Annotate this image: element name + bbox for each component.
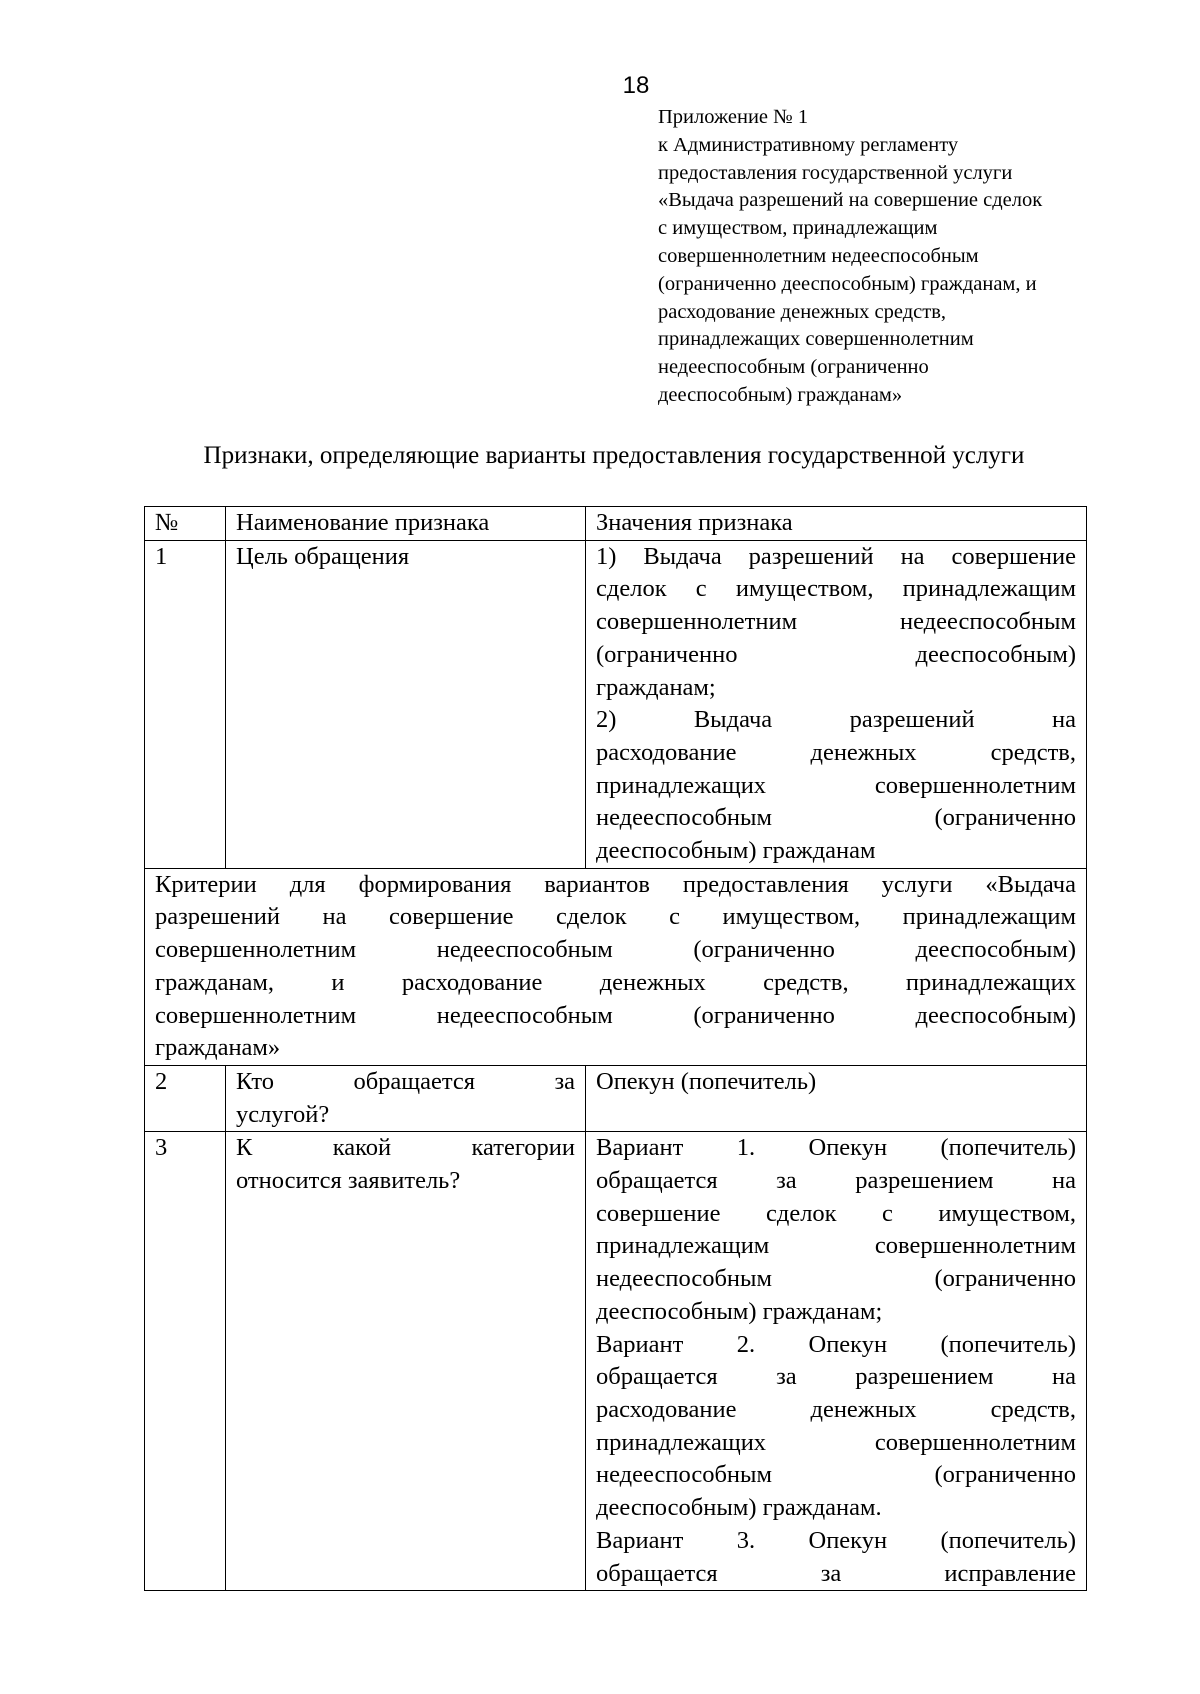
table-row bbox=[145, 1065, 1087, 1131]
row-number: 1 bbox=[145, 540, 226, 868]
value-line: дееспособным) гражданам. bbox=[596, 1494, 882, 1522]
value-line: (ограниченно дееспособным) bbox=[596, 640, 1076, 668]
appendix-line: Приложение № 1 bbox=[658, 106, 809, 128]
criteria-row bbox=[145, 868, 1087, 1065]
criteria-table bbox=[144, 506, 1087, 1591]
document-title: Признаки, определяющие варианты предоставления государственной услуги bbox=[203, 442, 1025, 469]
value-line: 1) Выдача разрешений на совершение bbox=[596, 542, 1076, 570]
value-line: дееспособным) гражданам bbox=[596, 837, 876, 865]
value-line: принадлежащих совершеннолетним bbox=[596, 1428, 1076, 1456]
row-values: Опекун (попечитель) bbox=[586, 1065, 1087, 1131]
value-line: гражданам; bbox=[596, 673, 716, 701]
appendix-line: расходование денежных средств, bbox=[658, 300, 947, 323]
appendix-line: (ограниченно дееспособным) гражданам, и bbox=[658, 272, 1037, 295]
value-line: принадлежащих совершеннолетним bbox=[596, 771, 1076, 799]
criteria-line: гражданам» bbox=[155, 1034, 281, 1062]
appendix-line: с имуществом, принадлежащим bbox=[658, 217, 938, 240]
value-line: расходование денежных средств, bbox=[596, 738, 1076, 766]
row-name: Цель обращения bbox=[226, 540, 586, 868]
criteria-line: совершеннолетним недееспособным (ограниченно дееспособным) bbox=[155, 936, 1076, 964]
value-line: совершение сделок с имуществом, bbox=[596, 1199, 1076, 1227]
page-number: 18 bbox=[622, 72, 650, 99]
criteria-line: разрешений на совершение сделок с имуществом, принадлежащим bbox=[155, 903, 1076, 931]
name-line: Кто обращается за bbox=[236, 1067, 575, 1095]
row-number: 3 bbox=[145, 1132, 226, 1591]
value-line: 2) Выдача разрешений на bbox=[596, 706, 1076, 734]
value-line: Вариант 2. Опекун (попечитель) bbox=[596, 1330, 1076, 1358]
value-line: недееспособным (ограниченно bbox=[596, 804, 1076, 832]
appendix-line: принадлежащих совершеннолетним bbox=[658, 328, 974, 351]
appendix-note bbox=[658, 104, 1128, 410]
value-line: обращается за разрешением на bbox=[596, 1363, 1076, 1391]
name-line: относится заявитель? bbox=[236, 1167, 461, 1195]
appendix-line: недееспособным (ограниченно bbox=[658, 356, 929, 379]
value-line: сделок с имуществом, принадлежащим bbox=[596, 575, 1076, 603]
row-name bbox=[226, 1132, 586, 1591]
table-row bbox=[145, 1132, 1087, 1591]
row-number: 2 bbox=[145, 1065, 226, 1131]
appendix-line: совершеннолетним недееспособным bbox=[658, 244, 979, 267]
header-number: № bbox=[145, 507, 226, 541]
value-line: совершеннолетним недееспособным bbox=[596, 608, 1076, 636]
value-line: Вариант 1. Опекун (попечитель) bbox=[596, 1134, 1076, 1162]
value-line: расходование денежных средств, bbox=[596, 1395, 1076, 1423]
criteria-line: гражданам, и расходование денежных средств, принадлежащих bbox=[155, 968, 1076, 996]
value-line: недееспособным (ограниченно bbox=[596, 1265, 1076, 1293]
criteria-text bbox=[145, 868, 1087, 1065]
row-values bbox=[586, 540, 1087, 868]
row-name bbox=[226, 1065, 586, 1131]
value-line: недееспособным (ограниченно bbox=[596, 1461, 1076, 1489]
appendix-line: дееспособным) гражданам» bbox=[658, 383, 903, 406]
appendix-line: «Выдача разрешений на совершение сделок bbox=[658, 189, 1043, 212]
value-line: обращается за разрешением на bbox=[596, 1167, 1076, 1195]
row-values bbox=[586, 1132, 1087, 1591]
criteria-line: совершеннолетним недееспособным (ограниченно дееспособным) bbox=[155, 1001, 1076, 1029]
appendix-line: предоставления государственной услуги bbox=[658, 161, 1013, 184]
value-line: дееспособным) гражданам; bbox=[596, 1297, 883, 1325]
name-line: услугой? bbox=[236, 1100, 330, 1128]
table-header-row bbox=[145, 507, 1087, 541]
table-row bbox=[145, 540, 1087, 868]
value-line: принадлежащим совершеннолетним bbox=[596, 1232, 1076, 1260]
appendix-line: к Административному регламенту bbox=[658, 133, 959, 156]
value-line: обращается за исправление bbox=[596, 1559, 1076, 1587]
name-line: К какой категории bbox=[236, 1134, 575, 1162]
criteria-line: Критерии для формирования вариантов предоставления услуги «Выдача bbox=[155, 870, 1076, 898]
value-line: Вариант 3. Опекун (попечитель) bbox=[596, 1526, 1076, 1554]
header-values: Значения признака bbox=[586, 507, 1087, 541]
header-name: Наименование признака bbox=[226, 507, 586, 541]
